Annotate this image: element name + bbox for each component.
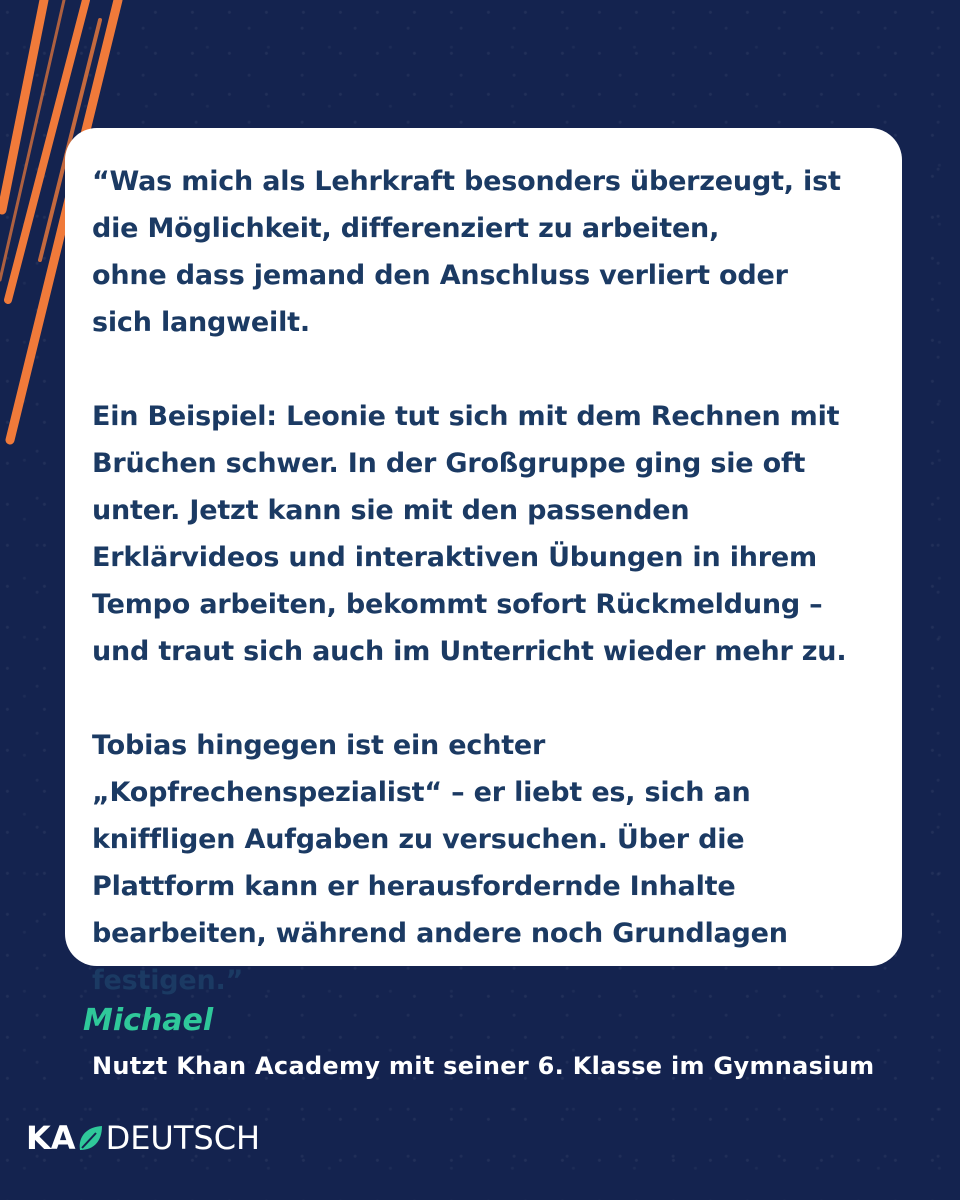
logo-deutsch-text: DEUTSCH [105,1119,261,1157]
author-name: Michael [83,1003,214,1038]
author-role: Nutzt Khan Academy mit seiner 6. Klasse im Gymnasium [92,1052,875,1080]
quote-card [65,128,902,996]
ka-deutsch-logo [26,1118,260,1158]
quote-paragraph-3: Tobias hingegen ist ein echter „Kopfrechenspezialist“ – er liebt es, sich an kniffligen Aufgaben zu versuchen. Über die Plattform kann er herausfordernde Inhalte bearbeiten, während andere noch Grundlagen festigen.” [92,730,788,996]
quote-paragraph-1: “Was mich als Lehrkraft besonders überzeugt, ist die Möglichkeit, differenziert zu arbeiten, ohne dass jemand den Anschluss verliert oder sich langweilt. [92,166,841,338]
leaf-icon [76,1123,104,1153]
logo-ka-text: KA [26,1119,76,1157]
quote-paragraph-2: Ein Beispiel: Leonie tut sich mit dem Rechnen mit Brüchen schwer. In der Großgruppe ging sie oft unter. Jetzt kann sie mit den passenden Erklärvideos und interaktiven Übungen in ihrem Tempo arbeiten, bekommt sofort Rückmeldung – und traut sich auch im Unterricht wieder mehr zu. [92,401,847,667]
